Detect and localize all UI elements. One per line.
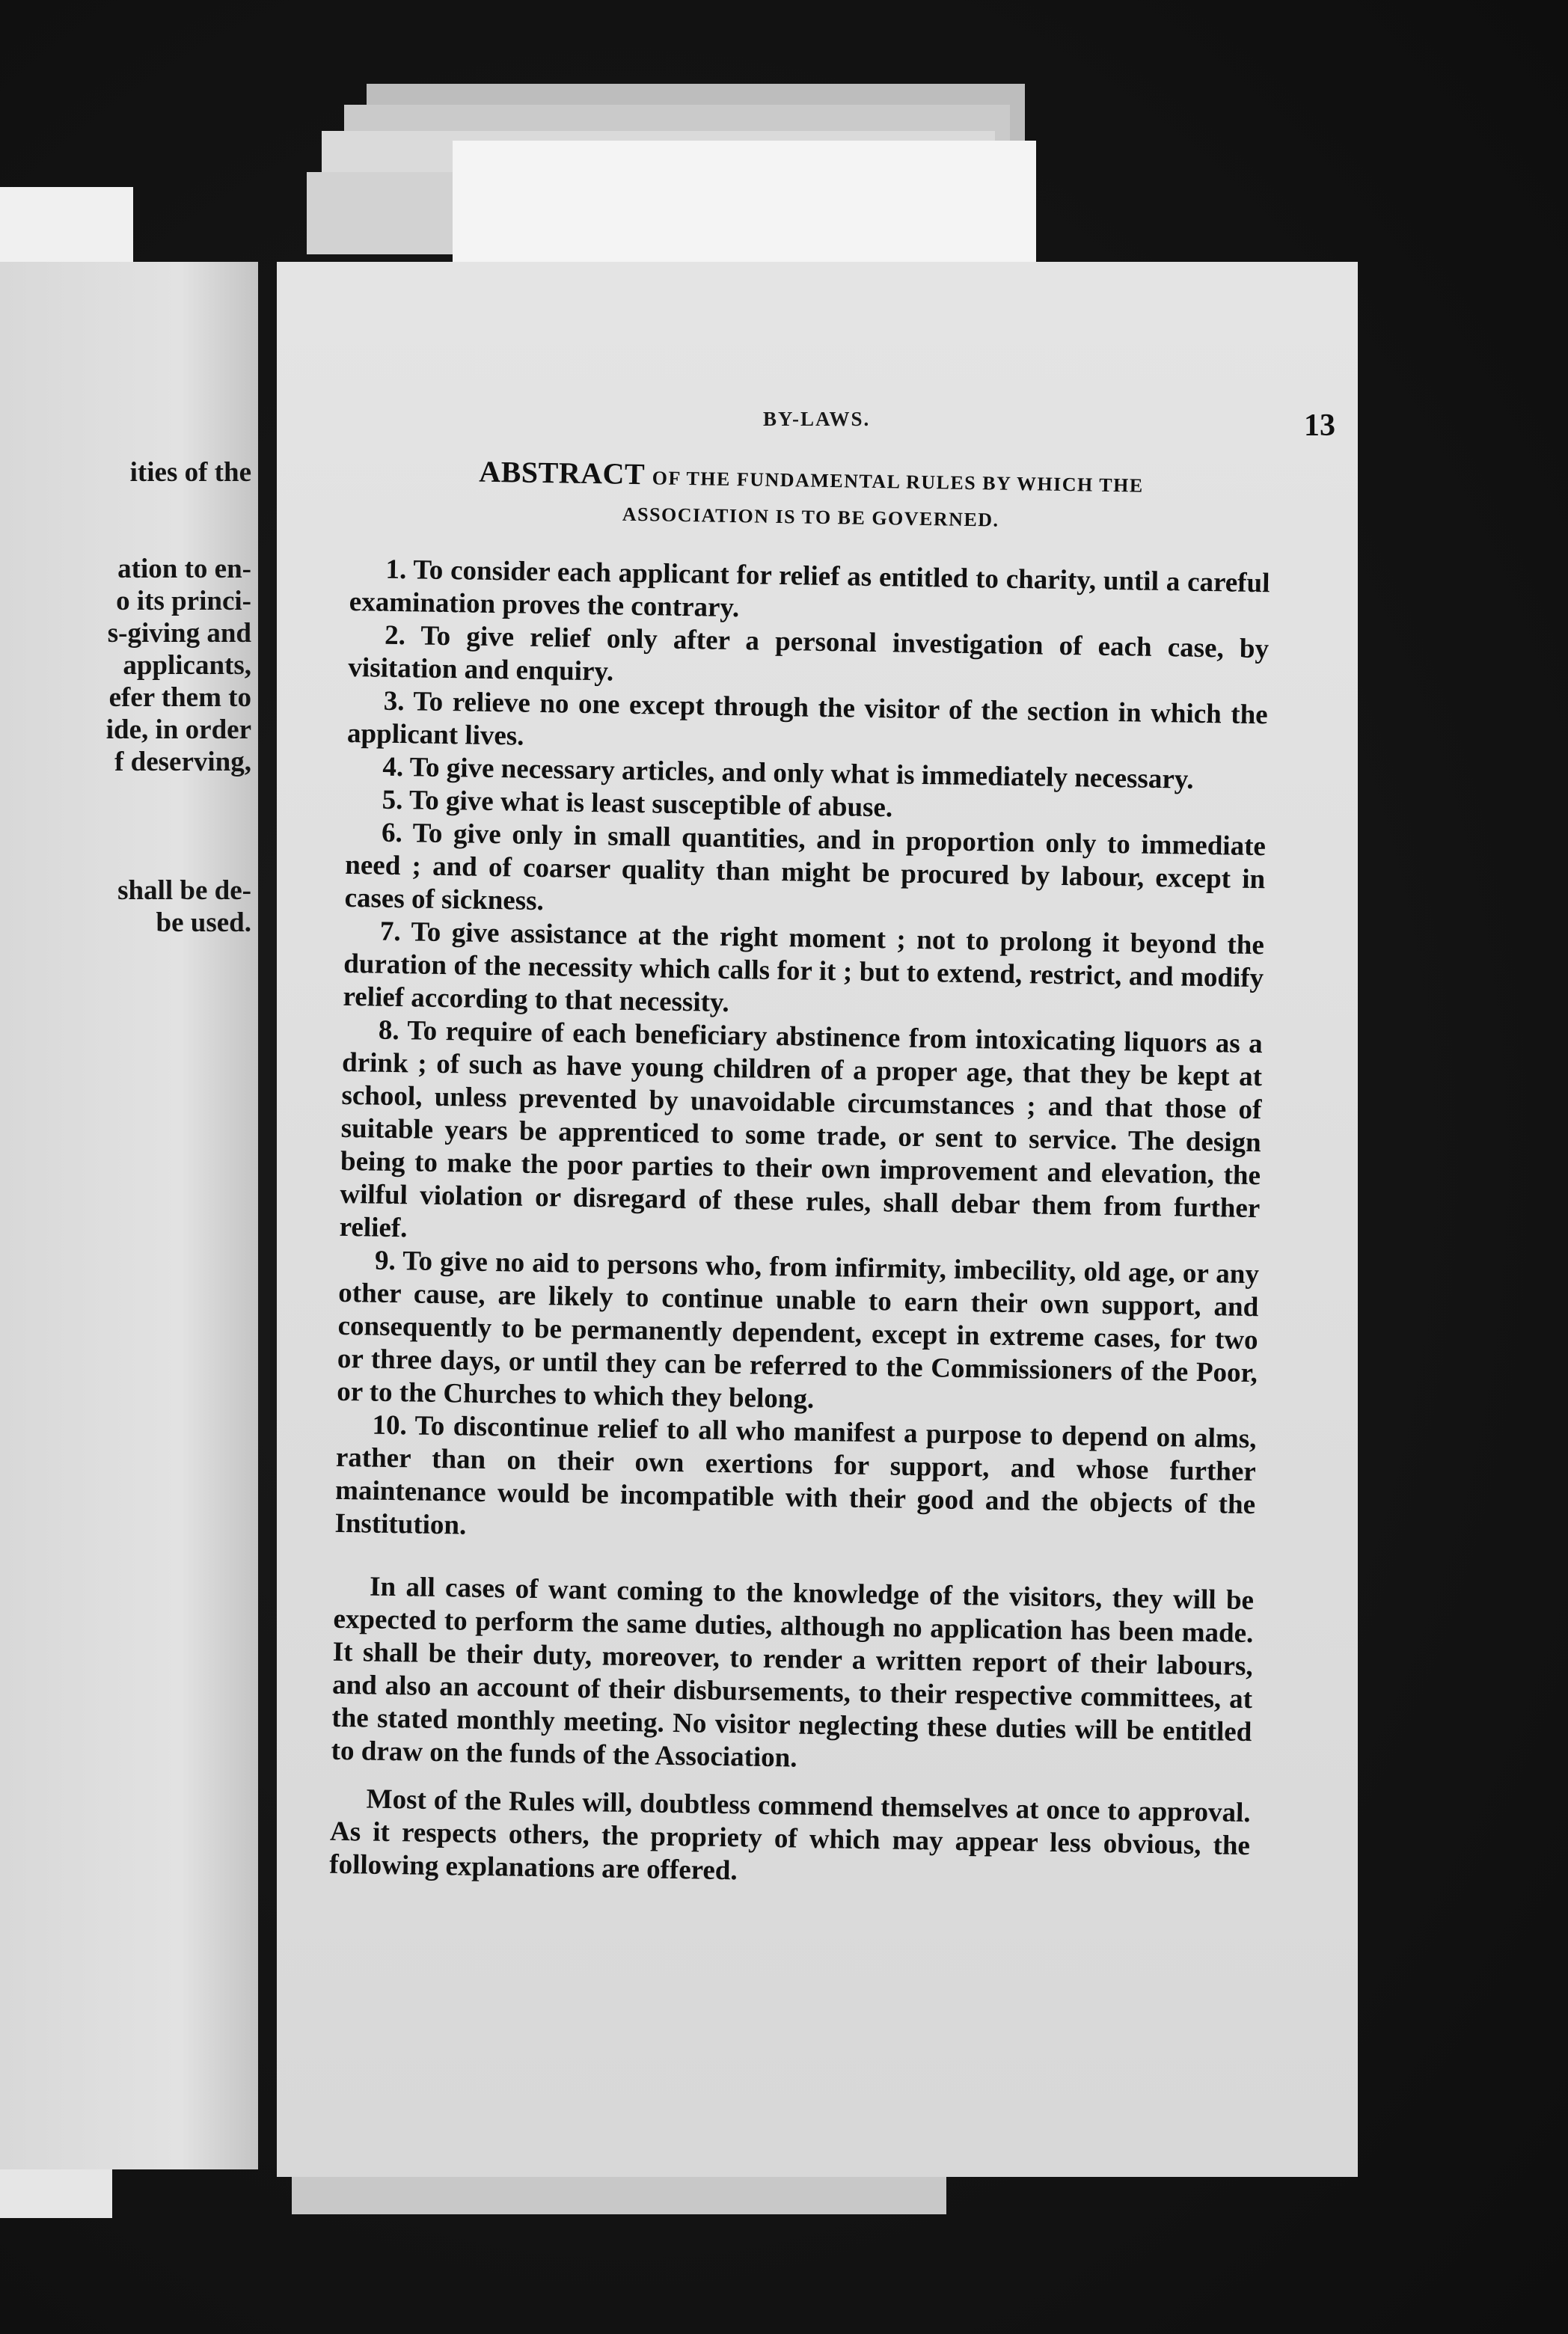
rule-item: 4. To give necessary articles, and only what is immediately necessary. xyxy=(382,751,1194,795)
page-body xyxy=(329,453,1272,1896)
rule-item: 8. To require of each beneficiary abstinence from intoxicating liquors as a drink ; of such as have young children of a proper age, that they be kept at school, unless prevented by unavoidable circumstances ; and that those of suitable years be apprenticed to some trade, or sent to service. The design being to make the poor parties to their own improvement and elevation, the wilful violation or disregard of these rules, shall debar them from further relief. xyxy=(339,1014,1264,1244)
left-page-line xyxy=(0,488,251,521)
rule-item: 3. To relieve no one except through the visitor of the section in which the applicant lives. xyxy=(346,685,1268,752)
left-page-line: ation to en- xyxy=(117,554,251,584)
section-title xyxy=(350,453,1271,542)
paragraph-visitors: In all cases of want coming to the knowledge of the visitors, they will be expected to perform the same duties, although no application has been made. It shall be their duty, moreover, to render a written report of their labours, and also an account of their disbursements, to their respective committees, at the stated monthly meeting. No visitor neglecting these duties will be entitled to draw on the funds of the Association. xyxy=(331,1571,1255,1774)
left-page-line: o its princi- xyxy=(116,586,251,616)
left-page-line: ities of the xyxy=(129,457,251,488)
paper-slip-front xyxy=(453,141,1036,272)
page-number: 13 xyxy=(1304,408,1335,443)
rule-item: 10. To discontinue relief to all who manifest a purpose to depend on alms, rather than on their own exertions for support, and whose further maintenance would be incompatible with their good and the objects of the Institution. xyxy=(334,1409,1257,1541)
left-page-line: be used. xyxy=(156,907,251,938)
left-page-line: efer them to xyxy=(108,682,251,713)
title-line-1: OF THE FUNDAMENTAL RULES BY WHICH THE xyxy=(652,467,1144,497)
book-page xyxy=(277,262,1358,2177)
left-page-line: ide, in order xyxy=(105,714,251,745)
left-page-tab xyxy=(0,187,133,262)
title-abstract: ABSTRACT xyxy=(478,454,646,491)
left-page-text xyxy=(0,456,251,939)
running-head: BY-LAWS. xyxy=(763,408,871,430)
left-page-line xyxy=(0,842,251,875)
left-page-line xyxy=(0,521,251,553)
rule-item: 2. To give relief only after a personal investigation of each case, by visitation and enquiry. xyxy=(348,619,1270,687)
left-page-line xyxy=(0,778,251,810)
paragraph-explanations: Most of the Rules will, doubtless commend themselves at once to approval. As it respects others, the propriety of which may appear less obvious, the following explanations are offered. xyxy=(329,1783,1251,1887)
rule-item: 1. To consider each applicant for relief as entitled to charity, until a careful examination proves the contrary. xyxy=(349,554,1270,624)
left-facing-page xyxy=(0,262,258,2169)
rule-item: 6. To give only in small quantities, and in proportion only to immediate need ; and of coarser quality than might be procured by labour, except in cases of sickness. xyxy=(344,817,1267,917)
left-page-line: shall be de- xyxy=(117,875,251,906)
left-page-tab-bottom xyxy=(0,2169,112,2218)
left-page-line: applicants, xyxy=(123,650,251,681)
left-page-line xyxy=(0,810,251,842)
left-page-line: f deserving, xyxy=(114,747,251,777)
title-line-2: ASSOCIATION IS TO BE GOVERNED. xyxy=(622,503,999,531)
page-header xyxy=(277,408,1358,445)
left-page-line: s-giving and xyxy=(107,618,251,649)
rule-item: 9. To give no aid to persons who, from infirmity, imbecility, old age, or any other cause, are likely to continue unable to earn their own support, and consequently to be permanently dependent, except in extreme cases, for two or three days, or until they can be referred to the Commissioners of the Poor, or to the Churches to which they belong. xyxy=(336,1245,1260,1415)
rule-item: 5. To give what is least susceptible of abuse. xyxy=(382,784,893,824)
rule-item: 7. To give assistance at the right moment ; not to prolong it beyond the duration of the necessity which calls for it ; but to extend, restrict, and modify relief according to that necessity. xyxy=(343,916,1265,1019)
